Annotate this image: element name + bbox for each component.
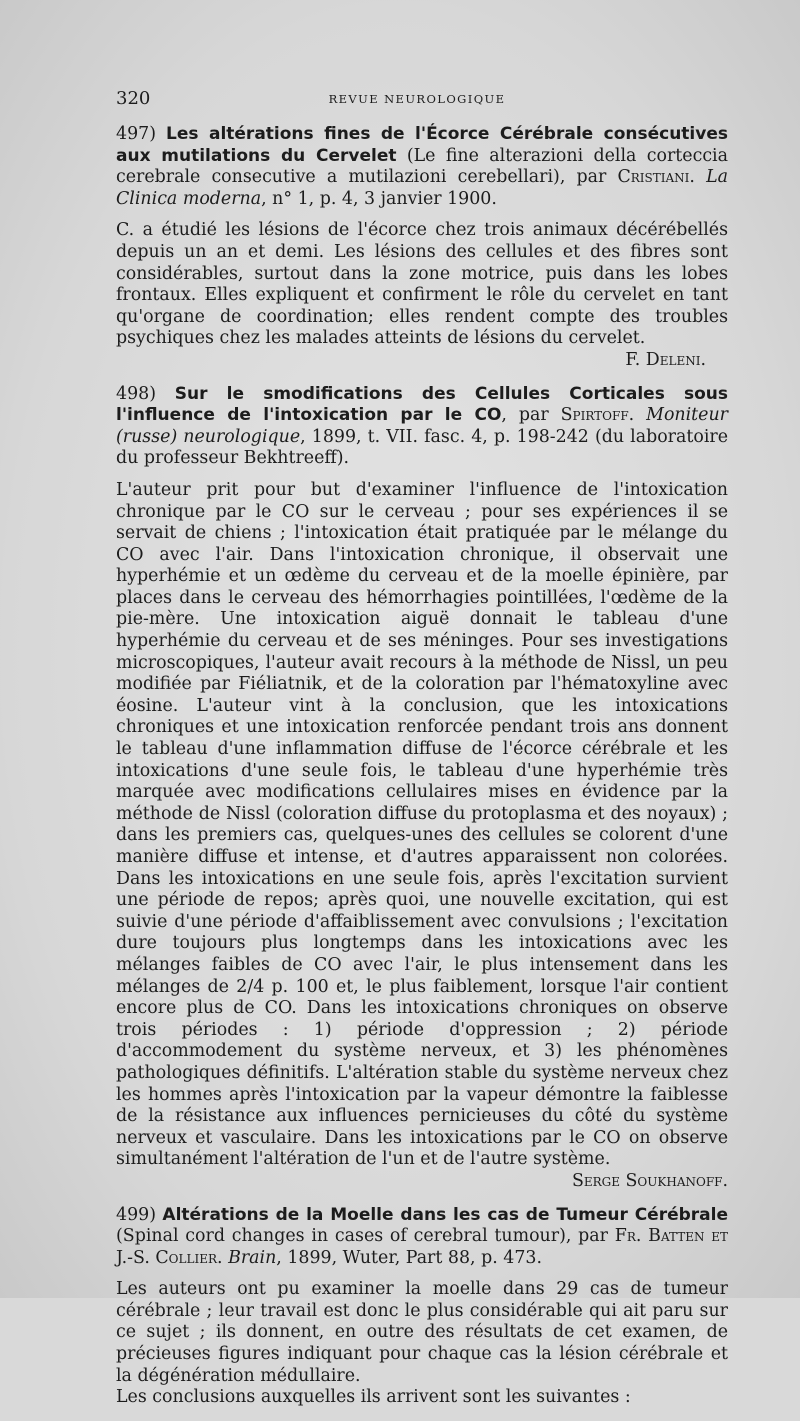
entry-paragraph-text: L'auteur prit pour but d'examiner l'influence de l'intoxication chronique par le CO sur le cerveau ; pour ses expériences il se servait de chiens ; l'intoxication était pratiquée par le mélange du CO avec l'air. Dans l'intoxication chronique, il observait une hyperhémie et un œdème du cerveau et de la moelle épinière, par places dans le cerveau des hémorrhagies pointillées, l'œdème de la pie-mère. Une intoxication aiguë donnait le tableau d'une hyperhémie du cerveau et de ses méninges. Pour ses investigations microscopiques, l'auteur avait recours à la méthode de Nissl, un peu modifiée par Fiéliatnik, et de la coloration par l'hématoxyline avec éosine. L'auteur vint à la conclusion, que les intoxications chroniques et une intoxication renforcée pendant trois ans donnent le tableau d'une inflammation diffuse de l'écorce cérébrale et les intoxications d'une seule fois, le tableau d'une hyperhémie très marquée avec modifications cellulaires mises en évidence par la méthode de Nissl (coloration diffuse du protoplasma et des noyaux) ; dans les premiers cas, quelques-unes des cellules se colorent d'une manière diffuse et intense, et d'autres apparaissent non colorées. Dans les intoxications en une seule fois, après l'excitation survient une période de repos; après quoi, une nouvelle excitation, qui est suivie d'une période d'affaiblissement avec convulsions ; l'excitation dure toujours plus longtemps dans les intoxications avec les mélanges faibles de CO avec l'air, le plus intensement dans les mélanges de 2/4 p. 100 et, le plus faiblement, lorsque l'air contient encore plus de CO. Dans les intoxications chroniques on observe trois périodes : 1) période d'oppression ; 2) période d'accommodement du système nerveux, et 3) les phénomènes pathologiques définitifs. L'altération stable du système nerveux chez les hommes après l'intoxication par la vapeur démontre la faiblesse de la résistance aux influences pernicieuses du côté du système nerveux et vasculaire. Dans les intoxications par le CO on observe simultanément l'altération de l'un et de l'autre système. xyxy=(116,479,728,1170)
entry-citation-post: , n° 1, p. 4, 3 janvier 1900. xyxy=(261,188,497,209)
entry-author: Spirtoff xyxy=(560,405,629,426)
entry-title: Sur le smodifications des Cellules Corticales sous l'influence de l'intoxication par le CO xyxy=(116,383,729,426)
entry-paragraph: Les conclusions auxquelles ils arrivent sont les suivantes : xyxy=(116,1387,631,1408)
entry-citation-pre: , par xyxy=(501,405,561,426)
entry-author: Cristiani xyxy=(617,167,690,188)
entry-citation-mid: . xyxy=(628,405,647,426)
entry-paragraph: Les auteurs ont pu examiner la moelle dans 29 cas de tumeur cérébrale ; leur travail est donc le plus considérable qui ait paru sur ce sujet ; ils donnent, en outre des résultats de cet examen, de précieuses figures indiquant pour chaque cas la lésion cérébrale et la dégénération médullaire. xyxy=(116,1279,728,1386)
entry-title: Les altérations fines de l'Écorce Cérébrale consécutives aux mutilations du Cervelet xyxy=(116,124,728,166)
page-header xyxy=(116,88,718,112)
entry-body xyxy=(116,220,728,350)
entry-citation-mid: . xyxy=(689,167,707,188)
page-content xyxy=(116,124,728,1421)
entry-journal: La Clinica moderna xyxy=(116,167,728,209)
abstract-entry-499 xyxy=(116,1205,728,1409)
entry-citation-mid: . xyxy=(217,1247,229,1268)
entry-heading xyxy=(116,1205,728,1270)
entry-journal: Moniteur (russe) neurologique xyxy=(116,405,728,447)
entry-title: Altérations de la Moelle dans les cas de Tumeur Cérébrale xyxy=(162,1204,728,1225)
abstract-entry-497 xyxy=(116,124,728,372)
entry-heading xyxy=(116,384,728,470)
entry-journal: Brain xyxy=(228,1247,277,1268)
entry-paragraph xyxy=(116,479,728,1191)
entry-number: 497) xyxy=(116,124,156,144)
entry-citation-post: , 1899, Wuter, Part 88, p. 473. xyxy=(276,1247,542,1268)
entry-number: 499) xyxy=(116,1204,156,1225)
entry-citation-post: , 1899, t. VII. fasc. 4, p. 198-242 (du laboratoire du professeur Bekhtreeff). xyxy=(116,426,728,469)
page-number: 320 xyxy=(116,88,151,109)
entry-signature: Serge Soukhanoff. xyxy=(571,1170,728,1191)
entry-citation-pre: (Le fine alterazioni della corteccia cerebrale consecutive a mutilazioni cerebellari), par xyxy=(116,145,728,188)
entry-body xyxy=(116,480,728,1193)
entry-signature: F. Deleni. xyxy=(625,349,706,370)
abstract-entry-498 xyxy=(116,384,728,1193)
entry-author: Fr. Batten et J.-S. Collier xyxy=(116,1226,728,1268)
running-head: REVUE NEUROLOGIQUE xyxy=(328,92,506,106)
entry-citation-pre: (Spinal cord changes in cases of cerebral tumour), par xyxy=(116,1226,615,1247)
entry-heading xyxy=(116,124,728,210)
entry-number: 498) xyxy=(116,383,156,404)
entry-paragraph: C. a étudié les lésions de l'écorce chez trois animaux décérébellés depuis un an et demi. Les lésions des cellules et des fibres sont considérables, surtout dans la zone motrice, puis dans les lobes frontaux. Elles expliquent et confirment le rôle du cervelet en tant qu'organe de coordination; elles rendent compte des troubles psychiques chez les malades atteints de lésions du cervelet. xyxy=(116,220,728,349)
entry-body xyxy=(116,1279,728,1409)
